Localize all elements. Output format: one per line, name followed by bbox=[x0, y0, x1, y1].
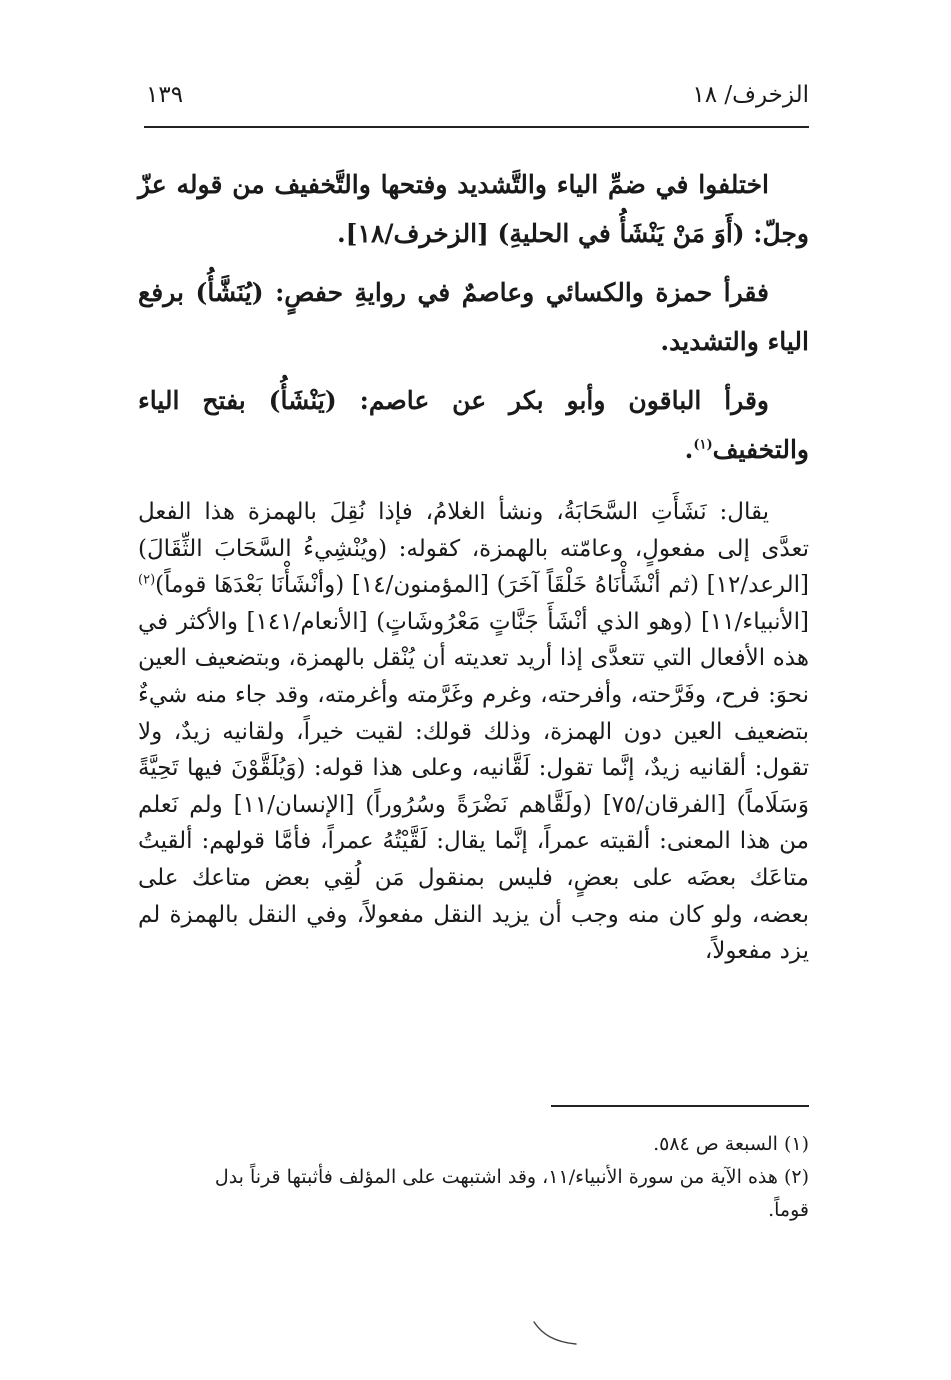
header-divider bbox=[144, 126, 809, 128]
chapter-reference: الزخرف/ ١٨ bbox=[692, 82, 809, 108]
footnote-divider bbox=[551, 1105, 809, 1107]
paragraph-others-text: وقرأ الباقون وأبو بكر عن عاصم: (يَنْشَأُ) بفتح الياء والتخفيف bbox=[138, 386, 809, 464]
footnote-ref-2[interactable]: (٢) bbox=[138, 572, 156, 588]
footnote-2: (٢) هذه الآية من سورة الأنبياء/١١، وقد اشتبهت على المؤلف فأثبتها قرناً بدل bbox=[214, 1166, 809, 1188]
paragraph-hamza-reading: فقرأ حمزة والكسائي وعاصمٌ في روايةِ حفصٍ: (يُنَشَّأُ) برفع الياء والتشديد. bbox=[138, 278, 809, 356]
paragraph-others-reading bbox=[138, 376, 809, 474]
footnote-2-continuation: قوماً. bbox=[768, 1199, 809, 1221]
main-text bbox=[138, 160, 809, 970]
footnote-ref-1[interactable]: (١) bbox=[693, 437, 713, 453]
footnotes bbox=[138, 1128, 809, 1227]
page-number: ١٣٩ bbox=[146, 82, 184, 108]
running-header bbox=[140, 82, 809, 118]
footnote-1: (١) السبعة ص ٥٨٤. bbox=[653, 1133, 809, 1155]
paragraph-others-end: . bbox=[684, 435, 694, 464]
explanation-part-1: يقال: نَشَأَتِ السَّحَابَةُ، ونشأ الغلامُ، فإذا نُقِلَ بالهمزة هذا الفعل تعدَّى إلى مفعولٍ، وعامّته بالهمزة، كقوله: (ويُنْشِيءُ السَّحَابَ الثِّقَالَ) [الرعد/١٢] (ثم أنْشَأْنَاهُ خَلْقَاً آخَرَ) [المؤمنون/١٤] (وأنْشَأْنَا بَعْدَهَا قوماً) bbox=[138, 499, 809, 599]
paragraph-explanation bbox=[138, 494, 809, 970]
explanation-part-2: [الأنبياء/١١] (وهو الذي أنْشَأَ جَنَّاتٍ مَعْرُوشَاتٍ) [الأنعام/١٤١] والأكثر في هذه الأفعال التي تتعدَّى إذا أريد تعديته أن يُنْقل بالهمزة، وبتضعيف العين نحوَ: فرح، وفَرَّحته، وأفرحته، وغرم وغَرَّمته وأغرمته، وقد جاء منه شيءٌ بتضعيف العين دون الهمزة، وذلك قولك: لقيت خيراً، ولقانيه زيدٌ، ولا تقول: ألقانيه زيدٌ، إنَّما تقول: لَقَّانيه، وعلى هذا قوله: (وَيُلَقَّوْنَ فيها تَحِيَّةً وَسَلَاماً) [الفرقان/٧٥] (ولَقَّاهم نَضْرَةً وسُرُوراً) [الإنسان/١١] ولم نَعلم من هذا المعنى: ألقيته عمراً، إنَّما يقال: لَقَّيْتُهُ عمراً، فأمَّا قولهم: ألقيتُ متاعَك بعضَه على بعضٍ، فليس بمنقول مَن لُقِي بعض متاعك على بعضه، ولو كان منه وجب أن يزيد النقل مفعولاً، وفي النقل بالهمزة لم يزد مفعولاً، bbox=[138, 608, 809, 965]
paragraph-disagreement: اختلفوا في ضمِّ الياء والتَّشديد وفتحها والتَّخفيف من قوله عزّ وجلّ: (أَوَ مَنْ يَنْشَأُ في الحليةِ) [الزخرف/١٨]. bbox=[138, 170, 809, 248]
stray-pen-mark bbox=[532, 1318, 578, 1348]
